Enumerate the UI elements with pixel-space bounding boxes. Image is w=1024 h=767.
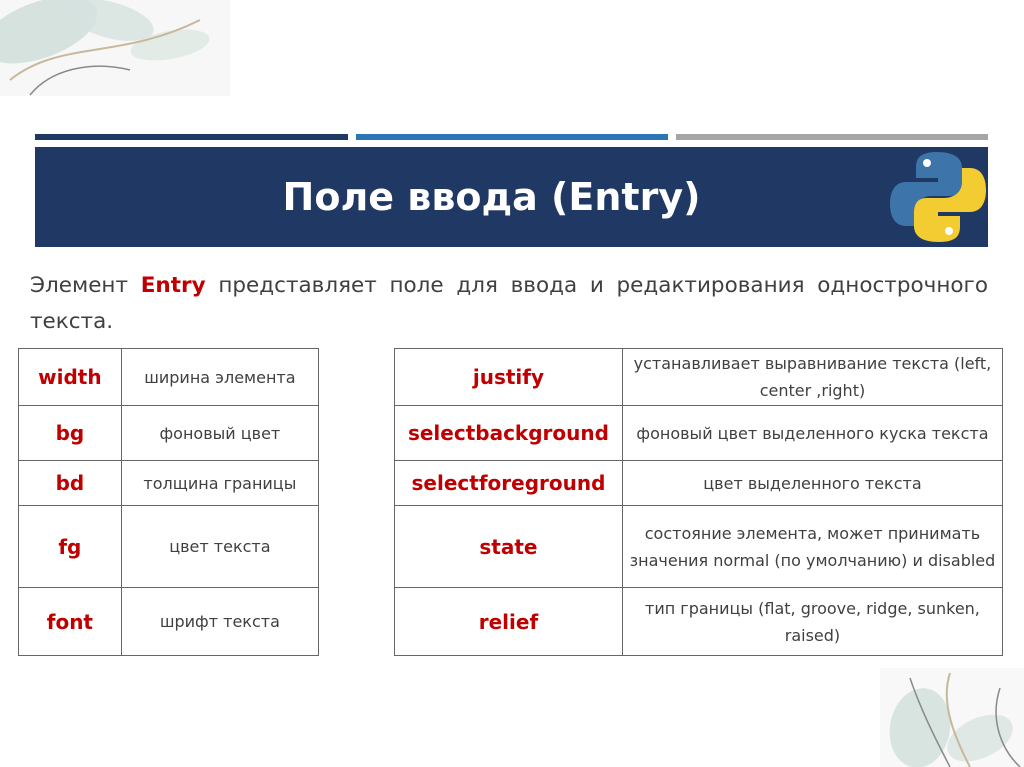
- property-description: фоновый цвет: [121, 406, 318, 461]
- table-row: [395, 349, 1003, 406]
- table-row: [395, 506, 1003, 588]
- property-name: state: [395, 506, 623, 588]
- table-row: [19, 349, 319, 406]
- page-title: Поле ввода (Entry): [282, 175, 701, 219]
- intro-text-before: Элемент: [30, 273, 141, 298]
- leaf-decoration-bottom-right: [880, 668, 1024, 767]
- table-row: [19, 506, 319, 588]
- property-description: состояние элемента, может принимать значения normal (по умолчанию) и disabled: [622, 506, 1002, 588]
- stripe-gray: [676, 134, 988, 140]
- table-row: [19, 461, 319, 506]
- property-description: фоновый цвет выделенного куска текста: [622, 406, 1002, 461]
- property-name: selectforeground: [395, 461, 623, 506]
- property-name: fg: [19, 506, 122, 588]
- stripe-blue: [356, 134, 668, 140]
- property-description: толщина границы: [121, 461, 318, 506]
- table-row: [395, 588, 1003, 656]
- stripe-dark: [35, 134, 348, 140]
- python-logo-icon: [888, 146, 988, 246]
- property-description: устанавливает выравнивание текста (left, center ,right): [622, 349, 1002, 406]
- table-row: [395, 461, 1003, 506]
- property-name: width: [19, 349, 122, 406]
- property-name: bg: [19, 406, 122, 461]
- property-description: шрифт текста: [121, 588, 318, 656]
- property-name: relief: [395, 588, 623, 656]
- intro-paragraph: [30, 268, 988, 340]
- intro-text-after: представляет поле для ввода и редактирования однострочного текста.: [30, 273, 988, 334]
- leaf-decoration-top-left: [0, 0, 230, 100]
- table-row: [19, 588, 319, 656]
- property-name: selectbackground: [395, 406, 623, 461]
- property-description: тип границы (flat, groove, ridge, sunken, raised): [622, 588, 1002, 656]
- property-name: font: [19, 588, 122, 656]
- property-description: ширина элемента: [121, 349, 318, 406]
- intro-keyword: Entry: [140, 273, 206, 298]
- left-properties-table: [18, 348, 319, 656]
- table-row: [19, 406, 319, 461]
- property-name: justify: [395, 349, 623, 406]
- title-bar: [35, 147, 988, 247]
- property-description: цвет текста: [121, 506, 318, 588]
- property-name: bd: [19, 461, 122, 506]
- table-row: [395, 406, 1003, 461]
- right-properties-table: [394, 348, 1003, 656]
- property-description: цвет выделенного текста: [622, 461, 1002, 506]
